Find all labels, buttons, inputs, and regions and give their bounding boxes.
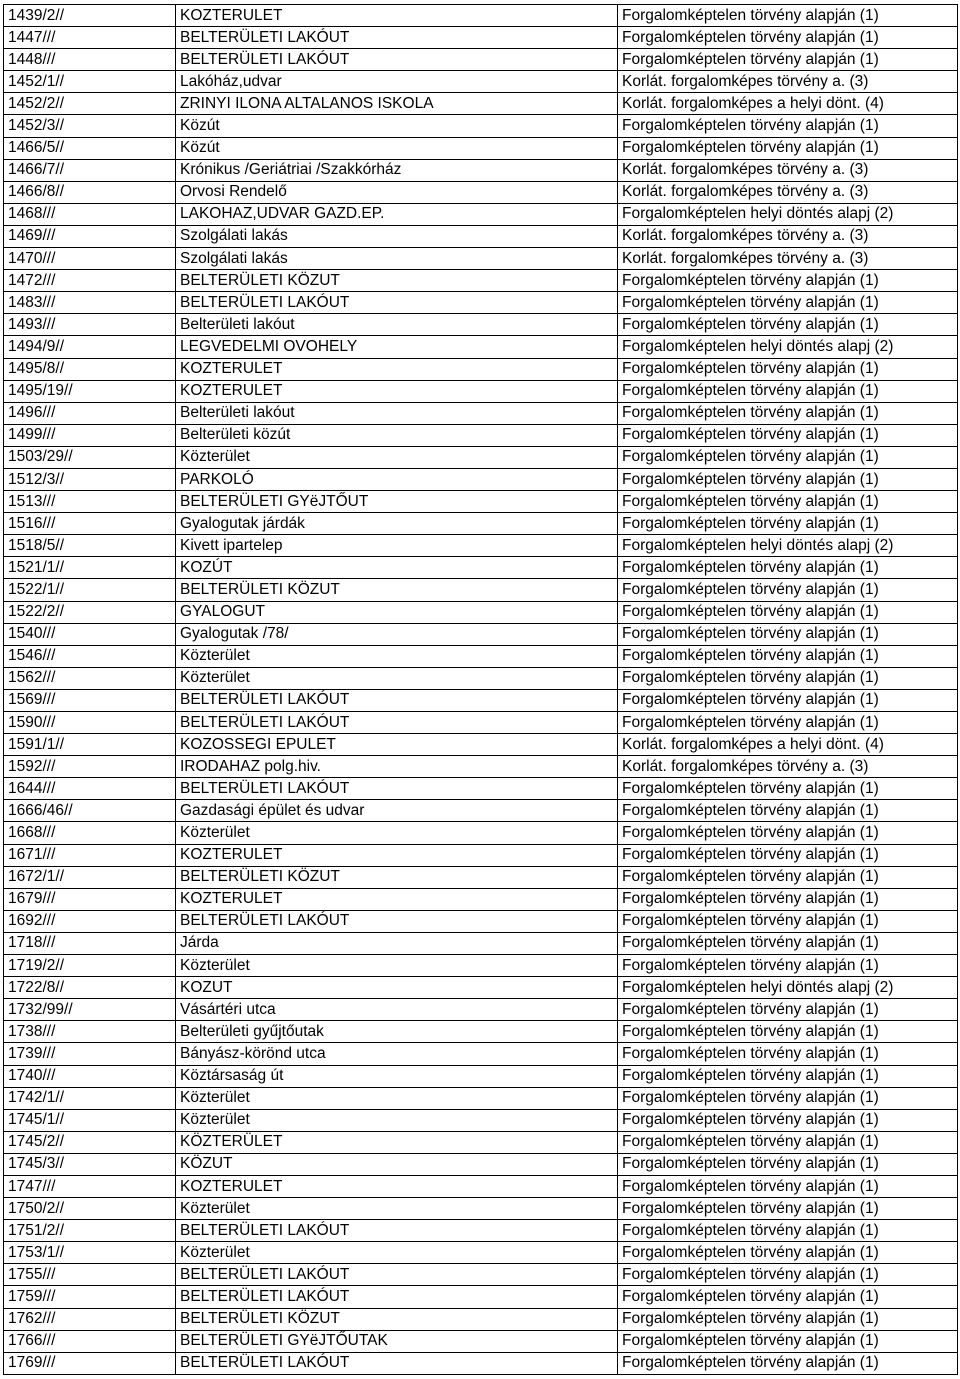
table-row: [4, 1087, 958, 1109]
designation-cell: KOZTERULET: [176, 358, 618, 380]
parcel-number-cell: 1762///: [4, 1308, 176, 1330]
designation-cell: ZRINYI ILONA ALTALANOS ISKOLA: [176, 93, 618, 115]
designation-cell: KÖZUT: [176, 1153, 618, 1175]
table-row: [4, 93, 958, 115]
table-row: [4, 712, 958, 734]
parcel-number-cell: 1495/8//: [4, 358, 176, 380]
parcel-number-cell: 1759///: [4, 1286, 176, 1308]
table-row: [4, 1220, 958, 1242]
parcel-number-cell: 1672/1//: [4, 866, 176, 888]
designation-cell: BELTERÜLETI LAKÓUT: [176, 689, 618, 711]
marketability-status-cell: Forgalomképtelen törvény alapján (1): [618, 1308, 958, 1330]
table-body: [4, 5, 958, 1375]
marketability-status-cell: Forgalomképtelen törvény alapján (1): [618, 955, 958, 977]
table-row: [4, 1264, 958, 1286]
designation-cell: KOZTERULET: [176, 5, 618, 27]
parcel-number-cell: 1644///: [4, 778, 176, 800]
table-row: [4, 159, 958, 181]
marketability-status-cell: Forgalomképtelen törvény alapján (1): [618, 778, 958, 800]
marketability-status-cell: Forgalomképtelen törvény alapján (1): [618, 888, 958, 910]
marketability-status-cell: Forgalomképtelen törvény alapján (1): [618, 1109, 958, 1131]
designation-cell: Gyalogutak /78/: [176, 623, 618, 645]
table-row: [4, 955, 958, 977]
table-row: [4, 932, 958, 954]
marketability-status-cell: Forgalomképtelen törvény alapján (1): [618, 557, 958, 579]
parcel-number-cell: 1740///: [4, 1065, 176, 1087]
designation-cell: Krónikus /Geriátriai /Szakkórház: [176, 159, 618, 181]
parcel-number-cell: 1569///: [4, 689, 176, 711]
designation-cell: Közterület: [176, 645, 618, 667]
parcel-number-cell: 1468///: [4, 203, 176, 225]
marketability-status-cell: Forgalomképtelen törvény alapján (1): [618, 999, 958, 1021]
table-row: [4, 623, 958, 645]
designation-cell: Lakóház,udvar: [176, 71, 618, 93]
parcel-number-cell: 1518/5//: [4, 535, 176, 557]
parcel-number-cell: 1747///: [4, 1175, 176, 1197]
marketability-status-cell: Forgalomképtelen helyi döntés alapj (2): [618, 977, 958, 999]
marketability-status-cell: Forgalomképtelen törvény alapján (1): [618, 1131, 958, 1153]
parcel-number-cell: 1738///: [4, 1021, 176, 1043]
designation-cell: Orvosi Rendelő: [176, 181, 618, 203]
parcel-number-cell: 1591/1//: [4, 734, 176, 756]
designation-cell: BELTERÜLETI LAKÓUT: [176, 1220, 618, 1242]
table-row: [4, 667, 958, 689]
marketability-status-cell: Korlát. forgalomképes törvény a. (3): [618, 756, 958, 778]
marketability-status-cell: Forgalomképtelen törvény alapján (1): [618, 910, 958, 932]
table-row: [4, 1175, 958, 1197]
table-row: [4, 778, 958, 800]
table-row: [4, 380, 958, 402]
designation-cell: Köztársaság út: [176, 1065, 618, 1087]
parcel-number-cell: 1466/5//: [4, 137, 176, 159]
designation-cell: LEGVEDELMI OVOHELY: [176, 336, 618, 358]
parcel-number-cell: 1496///: [4, 402, 176, 424]
marketability-status-cell: Korlát. forgalomképes törvény a. (3): [618, 248, 958, 270]
designation-cell: BELTERÜLETI LAKÓUT: [176, 778, 618, 800]
designation-cell: Közterület: [176, 1109, 618, 1131]
marketability-status-cell: Forgalomképtelen törvény alapján (1): [618, 49, 958, 71]
marketability-status-cell: Forgalomképtelen helyi döntés alapj (2): [618, 336, 958, 358]
table-row: [4, 800, 958, 822]
marketability-status-cell: Forgalomképtelen törvény alapján (1): [618, 689, 958, 711]
designation-cell: BELTERÜLETI LAKÓUT: [176, 292, 618, 314]
designation-cell: Közterület: [176, 667, 618, 689]
parcel-number-cell: 1466/8//: [4, 181, 176, 203]
designation-cell: KOZTERULET: [176, 1175, 618, 1197]
table-row: [4, 756, 958, 778]
designation-cell: BELTERÜLETI LAKÓUT: [176, 712, 618, 734]
marketability-status-cell: Forgalomképtelen törvény alapján (1): [618, 579, 958, 601]
parcel-number-cell: 1522/2//: [4, 601, 176, 623]
parcel-number-cell: 1679///: [4, 888, 176, 910]
marketability-status-cell: Forgalomképtelen törvény alapján (1): [618, 645, 958, 667]
marketability-status-cell: Forgalomképtelen törvény alapján (1): [618, 468, 958, 490]
table-row: [4, 579, 958, 601]
table-row: [4, 1043, 958, 1065]
parcel-number-cell: 1469///: [4, 225, 176, 247]
designation-cell: BELTERÜLETI GYëJTŐUT: [176, 491, 618, 513]
designation-cell: IRODAHAZ polg.hiv.: [176, 756, 618, 778]
parcel-number-cell: 1546///: [4, 645, 176, 667]
parcel-number-cell: 1447///: [4, 27, 176, 49]
designation-cell: Közterület: [176, 1242, 618, 1264]
designation-cell: Belterületi közút: [176, 424, 618, 446]
designation-cell: Közterület: [176, 822, 618, 844]
parcel-number-cell: 1750/2//: [4, 1198, 176, 1220]
designation-cell: PARKOLÓ: [176, 468, 618, 490]
table-row: [4, 203, 958, 225]
marketability-status-cell: Forgalomképtelen törvény alapján (1): [618, 380, 958, 402]
designation-cell: Közterület: [176, 955, 618, 977]
marketability-status-cell: Forgalomképtelen törvény alapján (1): [618, 866, 958, 888]
designation-cell: BELTERÜLETI LAKÓUT: [176, 1264, 618, 1286]
marketability-status-cell: Forgalomképtelen törvény alapján (1): [618, 424, 958, 446]
marketability-status-cell: Forgalomképtelen törvény alapján (1): [618, 712, 958, 734]
parcel-number-cell: 1503/29//: [4, 446, 176, 468]
marketability-status-cell: Forgalomképtelen törvény alapján (1): [618, 513, 958, 535]
parcel-number-cell: 1755///: [4, 1264, 176, 1286]
designation-cell: KOZTERULET: [176, 380, 618, 402]
table-row: [4, 270, 958, 292]
marketability-status-cell: Forgalomképtelen törvény alapján (1): [618, 314, 958, 336]
designation-cell: Közterület: [176, 1198, 618, 1220]
designation-cell: BELTERÜLETI LAKÓUT: [176, 1352, 618, 1374]
table-row: [4, 358, 958, 380]
parcel-number-cell: 1751/2//: [4, 1220, 176, 1242]
designation-cell: Közút: [176, 137, 618, 159]
marketability-status-cell: Forgalomképtelen törvény alapján (1): [618, 137, 958, 159]
parcel-number-cell: 1470///: [4, 248, 176, 270]
parcel-number-cell: 1592///: [4, 756, 176, 778]
designation-cell: Kivett ipartelep: [176, 535, 618, 557]
parcel-number-cell: 1439/2//: [4, 5, 176, 27]
parcel-number-cell: 1666/46//: [4, 800, 176, 822]
table-row: [4, 248, 958, 270]
marketability-status-cell: Forgalomképtelen törvény alapján (1): [618, 270, 958, 292]
parcel-number-cell: 1452/2//: [4, 93, 176, 115]
designation-cell: Közterület: [176, 446, 618, 468]
marketability-status-cell: Forgalomképtelen törvény alapján (1): [618, 844, 958, 866]
table-row: [4, 491, 958, 513]
marketability-status-cell: Forgalomképtelen törvény alapján (1): [618, 1330, 958, 1352]
table-row: [4, 27, 958, 49]
marketability-status-cell: Forgalomképtelen törvény alapján (1): [618, 1352, 958, 1374]
designation-cell: Vásártéri utca: [176, 999, 618, 1021]
designation-cell: KOZTERULET: [176, 888, 618, 910]
parcel-number-cell: 1448///: [4, 49, 176, 71]
table-row: [4, 468, 958, 490]
designation-cell: BELTERÜLETI KÖZUT: [176, 1308, 618, 1330]
table-row: [4, 866, 958, 888]
table-row: [4, 513, 958, 535]
table-row: [4, 402, 958, 424]
marketability-status-cell: Forgalomképtelen törvény alapján (1): [618, 292, 958, 314]
designation-cell: LAKOHAZ,UDVAR GAZD.EP.: [176, 203, 618, 225]
parcel-number-cell: 1769///: [4, 1352, 176, 1374]
designation-cell: Belterületi lakóut: [176, 314, 618, 336]
parcel-number-cell: 1494/9//: [4, 336, 176, 358]
table-row: [4, 1109, 958, 1131]
table-row: [4, 734, 958, 756]
table-row: [4, 999, 958, 1021]
table-row: [4, 1352, 958, 1374]
parcel-number-cell: 1483///: [4, 292, 176, 314]
table-row: [4, 115, 958, 137]
marketability-status-cell: Forgalomképtelen törvény alapján (1): [618, 1065, 958, 1087]
marketability-status-cell: Forgalomképtelen törvény alapján (1): [618, 932, 958, 954]
designation-cell: BELTERÜLETI KÖZUT: [176, 579, 618, 601]
parcel-number-cell: 1742/1//: [4, 1087, 176, 1109]
table-row: [4, 49, 958, 71]
table-row: [4, 5, 958, 27]
marketability-status-cell: Forgalomképtelen törvény alapján (1): [618, 623, 958, 645]
designation-cell: BELTERÜLETI LAKÓUT: [176, 910, 618, 932]
designation-cell: GYALOGUT: [176, 601, 618, 623]
marketability-status-cell: Forgalomképtelen törvény alapján (1): [618, 5, 958, 27]
designation-cell: KOZOSSEGI EPULET: [176, 734, 618, 756]
parcel-number-cell: 1719/2//: [4, 955, 176, 977]
table-row: [4, 1330, 958, 1352]
table-row: [4, 1308, 958, 1330]
designation-cell: BELTERÜLETI KÖZUT: [176, 866, 618, 888]
table-row: [4, 1021, 958, 1043]
marketability-status-cell: Korlát. forgalomképes a helyi dönt. (4): [618, 734, 958, 756]
designation-cell: BELTERÜLETI LAKÓUT: [176, 1286, 618, 1308]
table-row: [4, 1065, 958, 1087]
marketability-status-cell: Forgalomképtelen helyi döntés alapj (2): [618, 203, 958, 225]
parcel-number-cell: 1692///: [4, 910, 176, 932]
parcel-number-cell: 1671///: [4, 844, 176, 866]
marketability-status-cell: Forgalomképtelen törvény alapján (1): [618, 1220, 958, 1242]
table-row: [4, 822, 958, 844]
designation-cell: Járda: [176, 932, 618, 954]
designation-cell: BELTERÜLETI LAKÓUT: [176, 49, 618, 71]
marketability-status-cell: Korlát. forgalomképes a helyi dönt. (4): [618, 93, 958, 115]
designation-cell: Bányász-körönd utca: [176, 1043, 618, 1065]
table-row: [4, 314, 958, 336]
table-row: [4, 557, 958, 579]
marketability-status-cell: Forgalomképtelen törvény alapján (1): [618, 446, 958, 468]
designation-cell: Gyalogutak járdák: [176, 513, 618, 535]
parcel-number-cell: 1521/1//: [4, 557, 176, 579]
marketability-status-cell: Forgalomképtelen törvény alapján (1): [618, 358, 958, 380]
table-row: [4, 292, 958, 314]
table-row: [4, 535, 958, 557]
designation-cell: Szolgálati lakás: [176, 225, 618, 247]
table-row: [4, 689, 958, 711]
marketability-status-cell: Forgalomképtelen törvény alapján (1): [618, 1087, 958, 1109]
table-row: [4, 1131, 958, 1153]
marketability-status-cell: Korlát. forgalomképes törvény a. (3): [618, 181, 958, 203]
designation-cell: Szolgálati lakás: [176, 248, 618, 270]
property-register-table: [3, 4, 958, 1375]
table-row: [4, 181, 958, 203]
designation-cell: BELTERÜLETI KÖZUT: [176, 270, 618, 292]
table-row: [4, 71, 958, 93]
parcel-number-cell: 1466/7//: [4, 159, 176, 181]
table-row: [4, 225, 958, 247]
parcel-number-cell: 1753/1//: [4, 1242, 176, 1264]
marketability-status-cell: Forgalomképtelen törvény alapján (1): [618, 1286, 958, 1308]
table-row: [4, 888, 958, 910]
marketability-status-cell: Forgalomképtelen törvény alapján (1): [618, 1021, 958, 1043]
parcel-number-cell: 1668///: [4, 822, 176, 844]
marketability-status-cell: Korlát. forgalomképes törvény a. (3): [618, 159, 958, 181]
designation-cell: KOZÚT: [176, 557, 618, 579]
table-row: [4, 1198, 958, 1220]
designation-cell: BELTERÜLETI GYëJTŐUTAK: [176, 1330, 618, 1352]
designation-cell: Közút: [176, 115, 618, 137]
parcel-number-cell: 1745/1//: [4, 1109, 176, 1131]
table-row: [4, 977, 958, 999]
marketability-status-cell: Korlát. forgalomképes törvény a. (3): [618, 71, 958, 93]
parcel-number-cell: 1516///: [4, 513, 176, 535]
marketability-status-cell: Forgalomképtelen törvény alapján (1): [618, 1153, 958, 1175]
marketability-status-cell: Forgalomképtelen törvény alapján (1): [618, 800, 958, 822]
marketability-status-cell: Forgalomképtelen törvény alapján (1): [618, 27, 958, 49]
designation-cell: Közterület: [176, 1087, 618, 1109]
table-row: [4, 645, 958, 667]
parcel-number-cell: 1495/19//: [4, 380, 176, 402]
table-row: [4, 424, 958, 446]
marketability-status-cell: Forgalomképtelen törvény alapján (1): [618, 491, 958, 513]
table-row: [4, 137, 958, 159]
parcel-number-cell: 1739///: [4, 1043, 176, 1065]
marketability-status-cell: Forgalomképtelen törvény alapján (1): [618, 1043, 958, 1065]
parcel-number-cell: 1562///: [4, 667, 176, 689]
parcel-number-cell: 1732/99//: [4, 999, 176, 1021]
marketability-status-cell: Forgalomképtelen törvény alapján (1): [618, 822, 958, 844]
marketability-status-cell: Forgalomképtelen törvény alapján (1): [618, 601, 958, 623]
marketability-status-cell: Forgalomképtelen törvény alapján (1): [618, 402, 958, 424]
parcel-number-cell: 1590///: [4, 712, 176, 734]
designation-cell: KOZUT: [176, 977, 618, 999]
parcel-number-cell: 1472///: [4, 270, 176, 292]
designation-cell: BELTERÜLETI LAKÓUT: [176, 27, 618, 49]
table-row: [4, 910, 958, 932]
designation-cell: Gazdasági épület és udvar: [176, 800, 618, 822]
table-row: [4, 1153, 958, 1175]
parcel-number-cell: 1512/3//: [4, 468, 176, 490]
marketability-status-cell: Forgalomképtelen törvény alapján (1): [618, 1175, 958, 1197]
parcel-number-cell: 1745/3//: [4, 1153, 176, 1175]
marketability-status-cell: Forgalomképtelen törvény alapján (1): [618, 115, 958, 137]
parcel-number-cell: 1513///: [4, 491, 176, 513]
table-row: [4, 601, 958, 623]
marketability-status-cell: Forgalomképtelen törvény alapján (1): [618, 1198, 958, 1220]
table-row: [4, 336, 958, 358]
designation-cell: Belterületi lakóut: [176, 402, 618, 424]
designation-cell: KOZTERULET: [176, 844, 618, 866]
table-row: [4, 1286, 958, 1308]
table-row: [4, 844, 958, 866]
marketability-status-cell: Forgalomképtelen törvény alapján (1): [618, 1264, 958, 1286]
designation-cell: Belterületi gyűjtőutak: [176, 1021, 618, 1043]
parcel-number-cell: 1722/8//: [4, 977, 176, 999]
parcel-number-cell: 1452/3//: [4, 115, 176, 137]
designation-cell: KÖZTERÜLET: [176, 1131, 618, 1153]
table-row: [4, 446, 958, 468]
parcel-number-cell: 1766///: [4, 1330, 176, 1352]
parcel-number-cell: 1745/2//: [4, 1131, 176, 1153]
marketability-status-cell: Forgalomképtelen törvény alapján (1): [618, 1242, 958, 1264]
table-row: [4, 1242, 958, 1264]
marketability-status-cell: Forgalomképtelen törvény alapján (1): [618, 667, 958, 689]
marketability-status-cell: Forgalomképtelen helyi döntés alapj (2): [618, 535, 958, 557]
parcel-number-cell: 1493///: [4, 314, 176, 336]
parcel-number-cell: 1540///: [4, 623, 176, 645]
marketability-status-cell: Korlát. forgalomképes törvény a. (3): [618, 225, 958, 247]
parcel-number-cell: 1452/1//: [4, 71, 176, 93]
parcel-number-cell: 1499///: [4, 424, 176, 446]
parcel-number-cell: 1718///: [4, 932, 176, 954]
parcel-number-cell: 1522/1//: [4, 579, 176, 601]
